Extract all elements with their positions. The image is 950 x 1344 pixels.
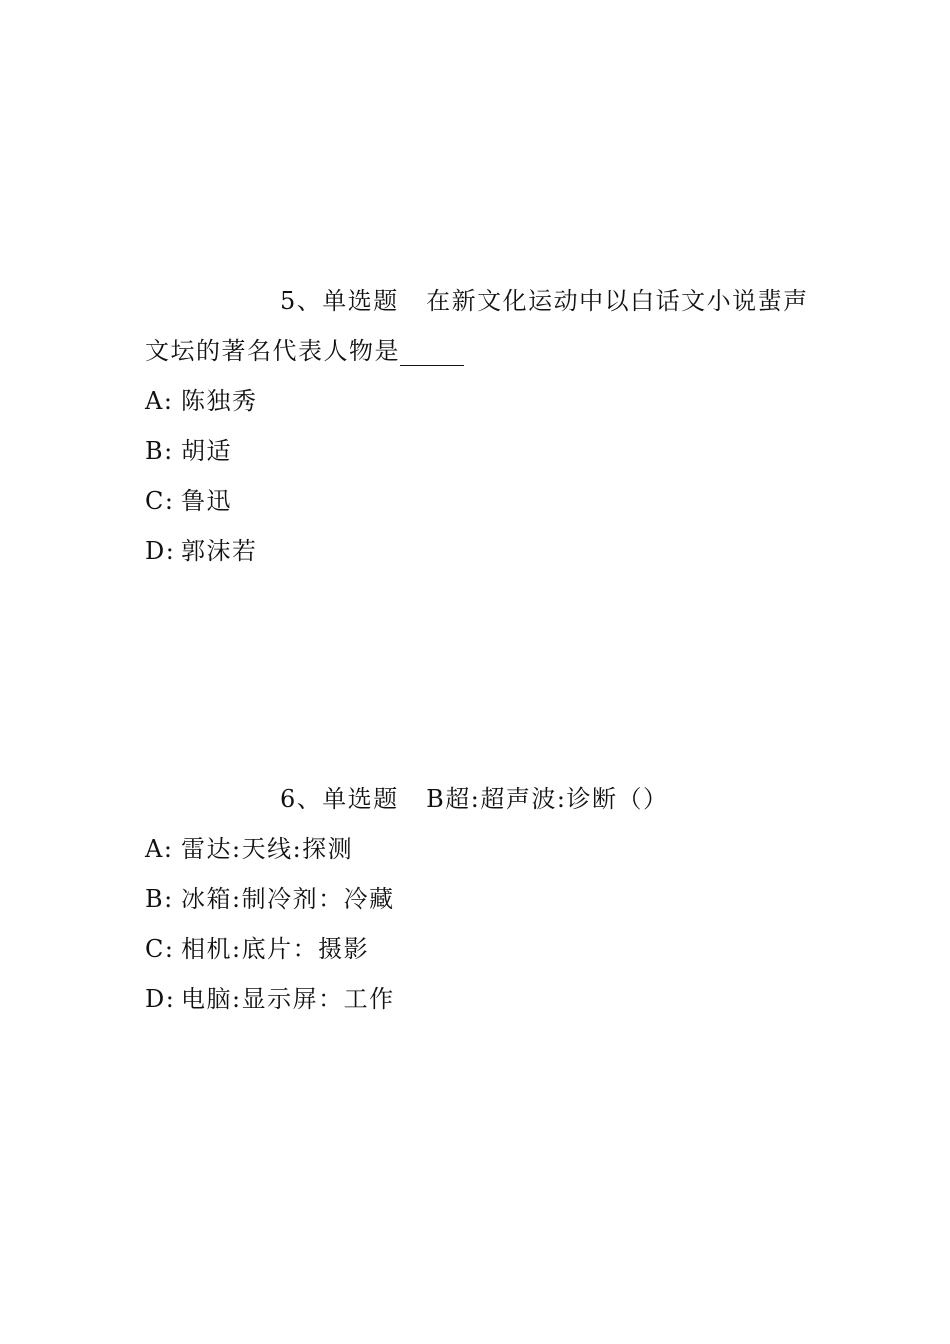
- question-type: 单选题: [322, 287, 399, 315]
- option-letter: A:: [145, 835, 174, 863]
- option-letter: B:: [145, 437, 174, 465]
- question-stem-line1: B超:超声波:诊断（）: [426, 785, 669, 813]
- option-text: 陈独秀: [181, 387, 258, 415]
- option-letter: C:: [145, 935, 175, 963]
- question-6-option-b[interactable]: [145, 884, 395, 914]
- question-5-header: [280, 286, 809, 316]
- question-type: 单选题: [322, 785, 399, 813]
- option-letter: C:: [145, 487, 175, 515]
- question-stem-line2: 文坛的著名代表人物是: [145, 337, 400, 365]
- question-6-option-c[interactable]: [145, 934, 369, 964]
- question-5-option-a[interactable]: [145, 386, 258, 416]
- option-text: 冰箱:制冷剂：冷藏: [181, 885, 395, 913]
- question-number: 6、: [280, 785, 323, 813]
- question-number: 5、: [280, 287, 323, 315]
- option-text: 相机:底片：摄影: [181, 935, 370, 963]
- option-text: 鲁迅: [181, 487, 232, 515]
- question-stem-line1: 在新文化运动中以白话文小说蜚声: [426, 287, 809, 315]
- option-letter: D:: [145, 985, 176, 1013]
- question-5-option-d[interactable]: [145, 536, 258, 566]
- option-text: 雷达:天线:探测: [181, 835, 354, 863]
- option-text: 郭沫若: [181, 537, 258, 565]
- option-text: 电脑:显示屏：工作: [181, 985, 395, 1013]
- option-text: 胡适: [181, 437, 232, 465]
- option-letter: B:: [145, 885, 174, 913]
- question-6-header: [280, 784, 668, 814]
- question-5-option-b[interactable]: [145, 436, 232, 466]
- question-6-option-d[interactable]: [145, 984, 395, 1014]
- question-6-option-a[interactable]: [145, 834, 353, 864]
- answer-blank: [400, 341, 464, 366]
- option-letter: D:: [145, 537, 176, 565]
- question-5-stem-continuation: [145, 336, 464, 366]
- option-letter: A:: [145, 387, 174, 415]
- question-5-option-c[interactable]: [145, 486, 232, 516]
